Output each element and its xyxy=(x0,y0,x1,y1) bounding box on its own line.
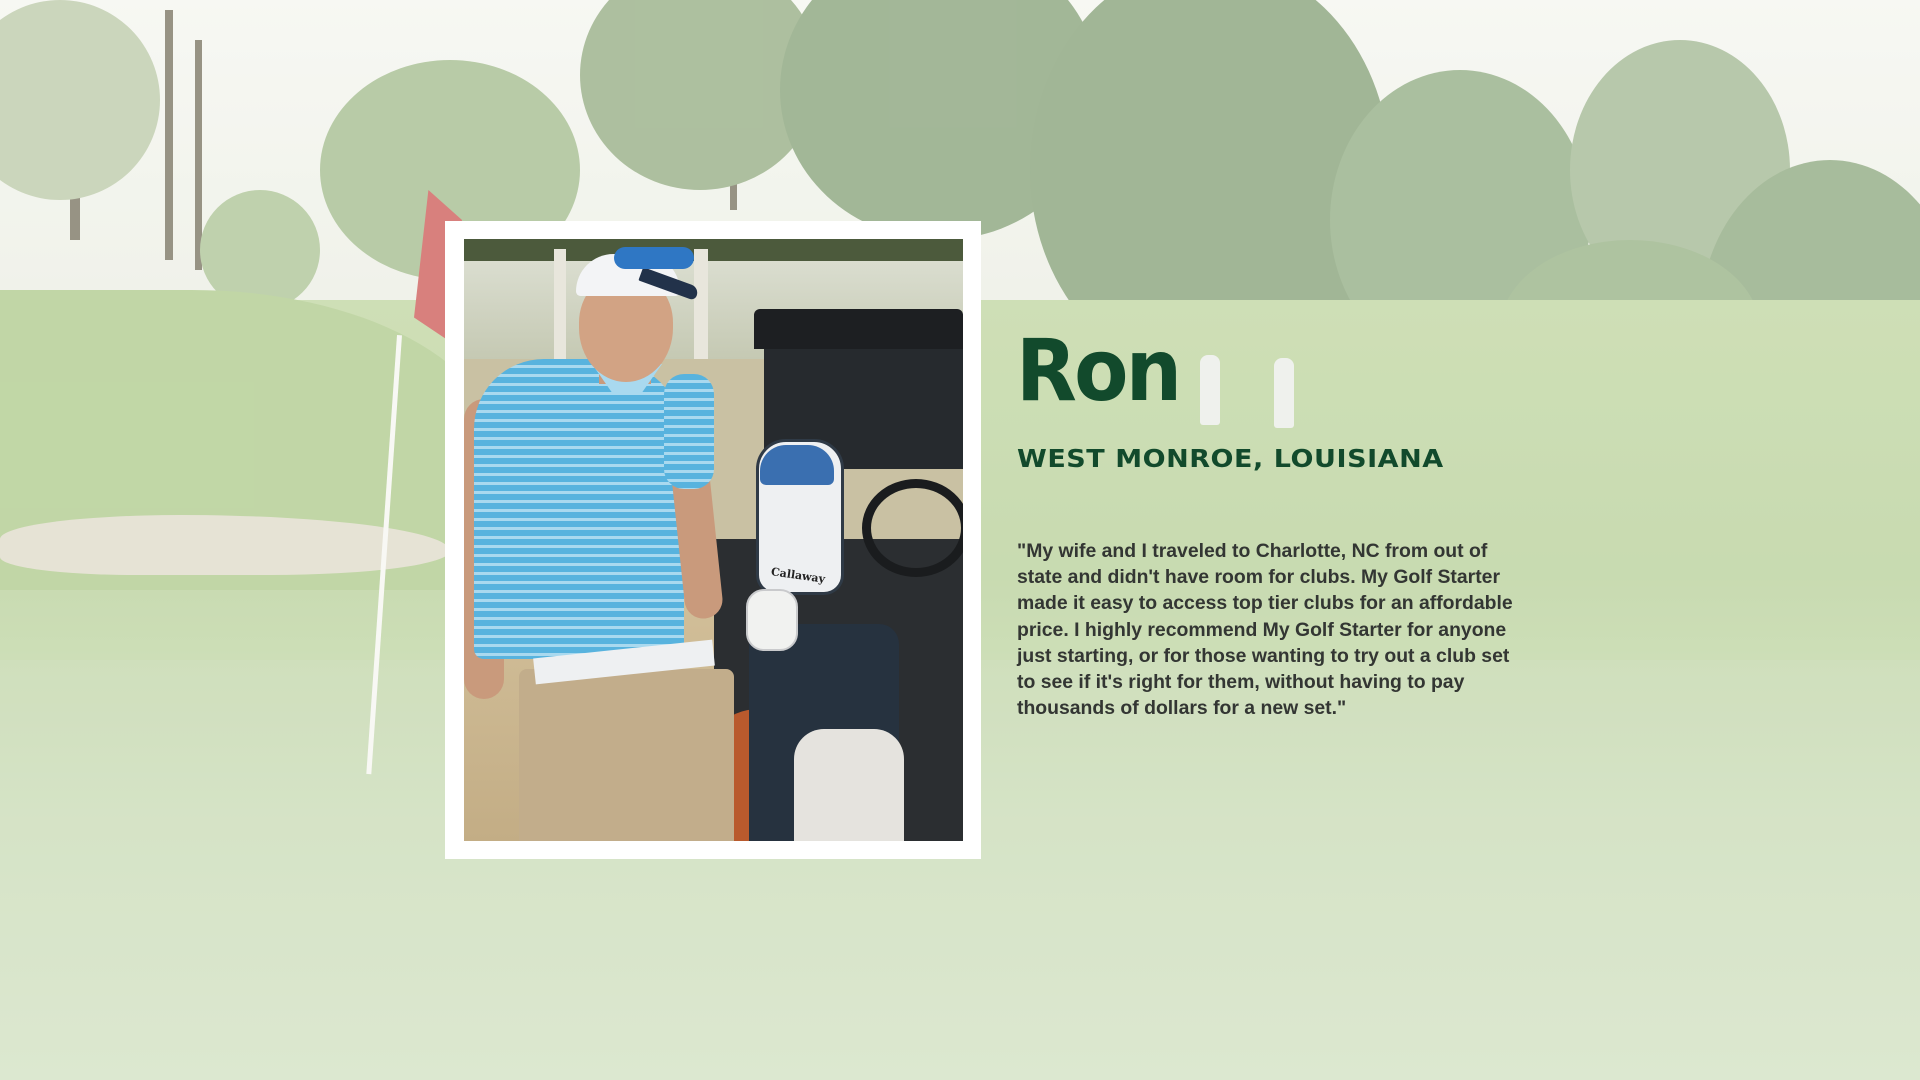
customer-name: Ron xyxy=(1016,321,1180,421)
steering-wheel xyxy=(862,479,963,577)
khaki-shorts xyxy=(519,669,734,841)
golf-cart-roof xyxy=(754,309,963,349)
golf-glove xyxy=(746,589,798,651)
photo-card xyxy=(445,221,981,859)
sunglasses xyxy=(614,247,694,269)
cart-canopy xyxy=(464,239,963,261)
striped-polo xyxy=(474,359,684,659)
headcover-brand: Callaway xyxy=(770,565,826,586)
testimonial-photo xyxy=(464,239,963,841)
customer-location: WEST MONROE, LOUISIANA xyxy=(1017,444,1444,473)
testimonial-quote: "My wife and I traveled to Charlotte, NC from out of state and didn't have room for clubs. My Golf Starter made it easy to access top tier clubs for an affordable price. I highly recommend My Golf Starter for anyone just starting, or for those wanting to try out a club set to see if it's right for them, without having to pay thousands of dollars for a new set." xyxy=(1017,540,1513,720)
